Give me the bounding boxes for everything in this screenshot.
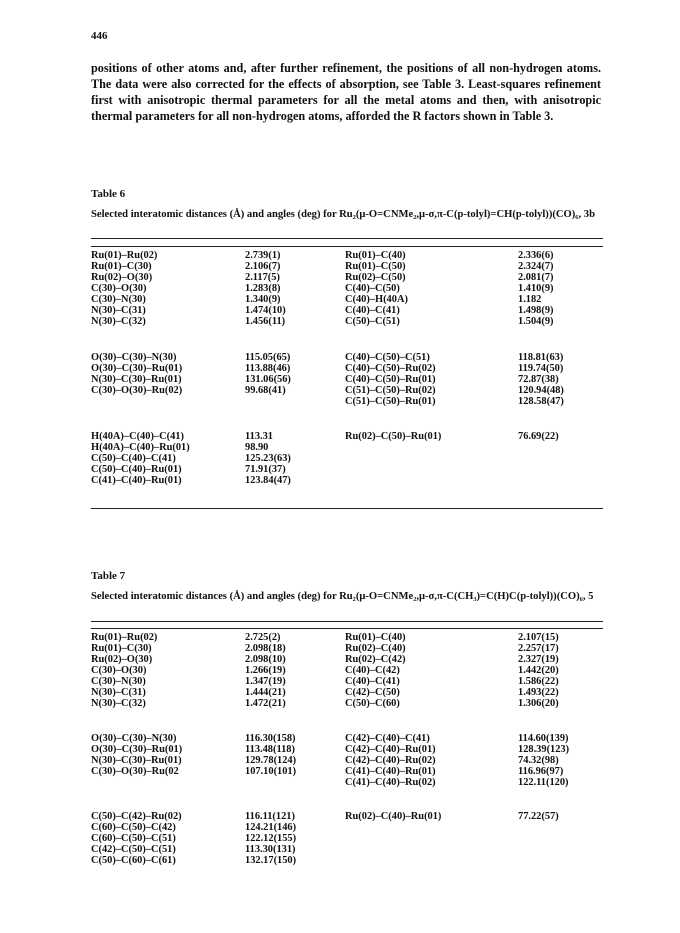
bond-value: 2.081(7)	[518, 272, 554, 283]
bond-value: 1.283(8)	[245, 283, 281, 294]
bond-label: Ru(02)–O(30)	[91, 654, 153, 665]
bond-value: 1.182	[518, 294, 542, 305]
bond-value: 1.498(9)	[518, 305, 554, 316]
bond-value: 74.32(98)	[518, 755, 559, 766]
bond-value: 2.336(6)	[518, 250, 554, 261]
bond-value: 2.327(19)	[518, 654, 559, 665]
bond-label: Ru(01)–C(40)	[345, 632, 406, 643]
bond-value: 119.74(50)	[518, 363, 564, 374]
table6-left-values	[245, 250, 325, 327]
table7-left-values	[245, 811, 325, 866]
bond-value: 113.31	[245, 431, 274, 442]
bond-value: 1.474(10)	[245, 305, 286, 316]
bond-label: C(40)–C(50)–Ru(02)	[345, 363, 436, 374]
bond-value: 2.739(1)	[245, 250, 281, 261]
bond-label: C(40)–H(40A)	[345, 294, 408, 305]
bond-label: C(50)–C(60)	[345, 698, 400, 709]
bond-value: 2.107(15)	[518, 632, 559, 643]
bond-value: 124.21(146)	[245, 822, 297, 833]
table7-right-labels	[345, 811, 515, 822]
bond-label: C(42)–C(50)–C(51)	[91, 844, 176, 855]
bond-label: C(50)–C(60)–C(61)	[91, 855, 176, 866]
bond-label: C(41)–C(40)–Ru(01)	[91, 475, 182, 486]
table7-left-labels	[91, 733, 271, 777]
bond-value: 128.39(123)	[518, 744, 570, 755]
bond-value: 1.410(9)	[518, 283, 554, 294]
bond-value: 113.30(131)	[245, 844, 296, 855]
bond-label: H(40A)–C(40)–C(41)	[91, 431, 184, 442]
bond-value: 107.10(101)	[245, 766, 297, 777]
bond-value: 1.472(21)	[245, 698, 286, 709]
table7-left-labels	[91, 811, 271, 866]
bond-label: Ru(02)–C(40)–Ru(01)	[345, 811, 442, 822]
bond-value: 1.586(22)	[518, 676, 559, 687]
table6-left-values	[245, 431, 325, 486]
bond-label: N(30)–C(30)–Ru(01)	[91, 755, 182, 766]
bond-value: 120.94(48)	[518, 385, 564, 396]
bond-value: 1.444(21)	[245, 687, 286, 698]
bond-value: 2.106(7)	[245, 261, 281, 272]
bond-value: 1.347(19)	[245, 676, 286, 687]
table7-right-values	[518, 811, 598, 822]
table7-right-labels	[345, 733, 515, 788]
table7-top-rule	[91, 621, 603, 622]
bond-value: 2.257(17)	[518, 643, 559, 654]
bond-label: C(30)–N(30)	[91, 294, 146, 305]
bond-label: C(30)–O(30)–Ru(02	[91, 766, 179, 777]
bond-label: C(41)–C(40)–Ru(01)	[345, 766, 436, 777]
bond-value: 116.11(121)	[245, 811, 295, 822]
bond-label: Ru(01)–C(50)	[345, 261, 406, 272]
bond-label: C(50)–C(40)–Ru(01)	[91, 464, 182, 475]
bond-label: C(42)–C(40)–C(41)	[345, 733, 430, 744]
bond-value: 118.81(63)	[518, 352, 564, 363]
bond-label: C(40)–C(42)	[345, 665, 400, 676]
bond-value: 132.17(150)	[245, 855, 297, 866]
bond-value: 123.84(47)	[245, 475, 291, 486]
bond-label: N(30)–C(30)–Ru(01)	[91, 374, 182, 385]
bond-value: 122.12(155)	[245, 833, 297, 844]
bond-value: 113.48(118)	[245, 744, 295, 755]
intro-paragraph: positions of other atoms and, after further refinement, the positions of all non-hydrogen atoms. The data were also corrected for the effects of absorption, see Table 3. Least-squares refinement first with anisotropic thermal parameters for all the metal atoms and then, with anisotropic thermal parameters for all non-hydrogen atoms, afforded the R factors shown in Table 3.	[91, 61, 601, 123]
bond-label: C(40)–C(50)–Ru(01)	[345, 374, 436, 385]
table6-right-values	[518, 431, 598, 442]
bond-value: 99.68(41)	[245, 385, 286, 396]
table6-bottom-rule	[91, 508, 603, 509]
bond-value: 1.493(22)	[518, 687, 559, 698]
table7-right-labels	[345, 632, 515, 709]
bond-value: 1.504(9)	[518, 316, 554, 327]
bond-label: C(51)–C(50)–Ru(02)	[345, 385, 436, 396]
table6-mid-rule	[91, 246, 603, 247]
table7-mid-rule	[91, 628, 603, 629]
bond-value: 113.88(46)	[245, 363, 291, 374]
bond-value: 131.06(56)	[245, 374, 291, 385]
table6-label: Table 6	[91, 188, 126, 200]
bond-label: Ru(01)–C(30)	[91, 643, 152, 654]
bond-label: Ru(01)–Ru(02)	[91, 632, 158, 643]
bond-label: C(30)–O(30)	[91, 665, 147, 676]
bond-label: Ru(02)–C(40)	[345, 643, 406, 654]
bond-value: 72.87(38)	[518, 374, 559, 385]
bond-label: C(50)–C(40)–C(41)	[91, 453, 176, 464]
bond-value: 77.22(57)	[518, 811, 559, 822]
table7-label: Table 7	[91, 570, 126, 582]
page-number: 446	[91, 30, 108, 42]
table6-right-labels	[345, 250, 515, 327]
bond-label: C(51)–C(50)–Ru(01)	[345, 396, 436, 407]
bond-label: Ru(01)–C(30)	[91, 261, 152, 272]
bond-label: C(40)–C(41)	[345, 676, 400, 687]
bond-label: O(30)–C(30)–Ru(01)	[91, 744, 183, 755]
table6-caption: Selected interatomic distances (Å) and angles (deg) for Ru₂(μ-O=CNMe₂,μ-σ,π-C(p-tolyl)=CH(p-tolyl))(CO)₆, 3b	[91, 209, 595, 220]
bond-value: 128.58(47)	[518, 396, 564, 407]
bond-value: 115.05(65)	[245, 352, 291, 363]
bond-label: O(30)–C(30)–N(30)	[91, 733, 177, 744]
bond-label: C(60)–C(50)–C(51)	[91, 833, 176, 844]
bond-label: C(60)–C(50)–C(42)	[91, 822, 176, 833]
bond-label: C(42)–C(40)–Ru(02)	[345, 755, 436, 766]
bond-label: N(30)–C(31)	[91, 687, 146, 698]
bond-label: Ru(02)–O(30)	[91, 272, 153, 283]
bond-value: 125.23(63)	[245, 453, 291, 464]
table7-left-values	[245, 632, 325, 709]
bond-label: C(30)–O(30)–Ru(02)	[91, 385, 183, 396]
bond-label: C(50)–C(51)	[345, 316, 400, 327]
bond-label: O(30)–C(30)–Ru(01)	[91, 363, 183, 374]
table6-right-values	[518, 352, 598, 407]
bond-value: 122.11(120)	[518, 777, 569, 788]
bond-label: C(50)–C(42)–Ru(02)	[91, 811, 182, 822]
bond-label: C(40)–C(50)	[345, 283, 400, 294]
bond-value: 71.91(37)	[245, 464, 286, 475]
bond-value: 98.90	[245, 442, 269, 453]
bond-label: C(42)–C(40)–Ru(01)	[345, 744, 436, 755]
table6-right-values	[518, 250, 598, 327]
bond-label: H(40A)–C(40)–Ru(01)	[91, 442, 190, 453]
table6-right-labels	[345, 431, 515, 442]
bond-value: 1.266(19)	[245, 665, 286, 676]
bond-label: C(40)–C(41)	[345, 305, 400, 316]
bond-value: 2.324(7)	[518, 261, 554, 272]
bond-label: N(30)–C(31)	[91, 305, 146, 316]
table6-left-labels	[91, 352, 271, 396]
bond-value: 1.456(11)	[245, 316, 286, 327]
table7-right-values	[518, 733, 598, 788]
bond-label: Ru(02)–C(50)	[345, 272, 406, 283]
bond-label: C(30)–N(30)	[91, 676, 146, 687]
bond-value: 2.098(10)	[245, 654, 286, 665]
bond-label: N(30)–C(32)	[91, 316, 146, 327]
bond-label: C(40)–C(50)–C(51)	[345, 352, 430, 363]
bond-value: 114.60(139)	[518, 733, 569, 744]
bond-label: Ru(01)–C(40)	[345, 250, 406, 261]
bond-value: 1.442(20)	[518, 665, 559, 676]
table7-caption: Selected interatomic distances (Å) and angles (deg) for Ru₂(μ-O=CNMe₂,μ-σ,π-C(CH₃)=C(H)C(p-tolyl))(CO)₆, 5	[91, 591, 594, 602]
table6-top-rule	[91, 238, 603, 239]
table7-left-values	[245, 733, 325, 777]
bond-value: 76.69(22)	[518, 431, 559, 442]
bond-value: 129.78(124)	[245, 755, 297, 766]
bond-label: O(30)–C(30)–N(30)	[91, 352, 177, 363]
bond-value: 116.96(97)	[518, 766, 564, 777]
bond-label: C(41)–C(40)–Ru(02)	[345, 777, 436, 788]
table6-left-labels	[91, 431, 271, 486]
bond-label: Ru(02)–C(42)	[345, 654, 406, 665]
table6-left-values	[245, 352, 325, 396]
bond-label: C(42)–C(50)	[345, 687, 400, 698]
bond-value: 2.117(5)	[245, 272, 280, 283]
bond-label: Ru(02)–C(50)–Ru(01)	[345, 431, 442, 442]
bond-value: 1.306(20)	[518, 698, 559, 709]
bond-label: Ru(01)–Ru(02)	[91, 250, 158, 261]
bond-label: C(30)–O(30)	[91, 283, 147, 294]
bond-value: 2.098(18)	[245, 643, 286, 654]
table7-right-values	[518, 632, 598, 709]
table6-left-labels	[91, 250, 271, 327]
bond-label: N(30)–C(32)	[91, 698, 146, 709]
table7-left-labels	[91, 632, 271, 709]
bond-value: 2.725(2)	[245, 632, 281, 643]
bond-value: 1.340(9)	[245, 294, 281, 305]
table6-right-labels	[345, 352, 515, 407]
bond-value: 116.30(158)	[245, 733, 296, 744]
